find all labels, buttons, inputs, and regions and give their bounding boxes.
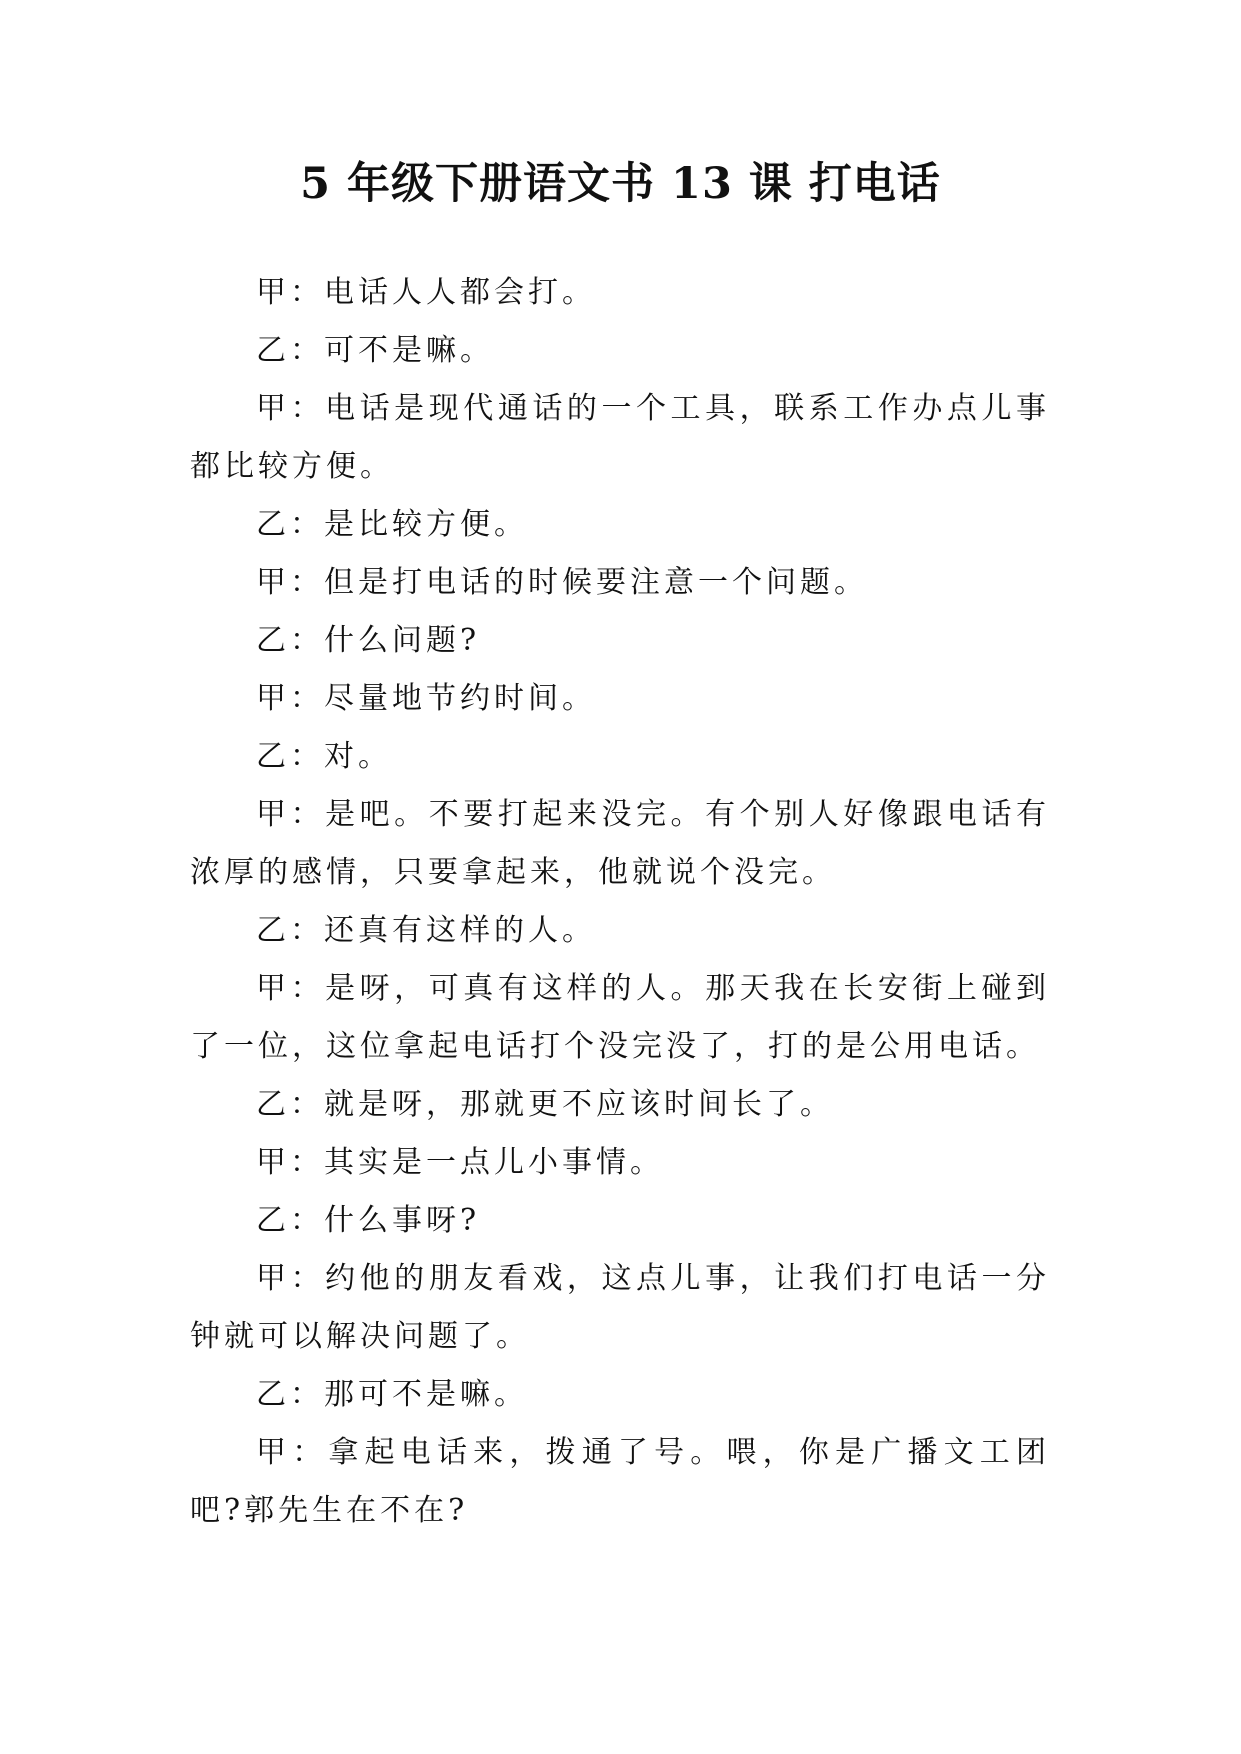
paragraph: 甲：其实是一点儿小事情。 xyxy=(256,1145,664,1180)
paragraph: 乙：可不是嘛。 xyxy=(256,333,494,368)
paragraph: 甲：电话人人都会打。 xyxy=(256,275,596,310)
paragraph: 甲：电话是现代通话的一个工具，联系工作办点儿事都比较方便。 xyxy=(190,391,1050,484)
paragraph: 乙：还真有这样的人。 xyxy=(256,913,596,948)
paragraph: 甲：尽量地节约时间。 xyxy=(256,681,596,716)
document-body xyxy=(190,264,1050,1540)
paragraph: 乙：是比较方便。 xyxy=(256,507,528,542)
paragraph: 甲：拿起电话来，拨通了号。喂，你是广播文工团吧?郭先生在不在? xyxy=(190,1435,1050,1528)
paragraph: 甲：是吧。不要打起来没完。有个别人好像跟电话有浓厚的感情，只要拿起来，他就说个没完。 xyxy=(190,797,1050,890)
paragraph: 甲：但是打电话的时候要注意一个问题。 xyxy=(256,565,868,600)
paragraph: 乙：就是呀，那就更不应该时间长了。 xyxy=(256,1087,834,1122)
paragraph: 乙：什么事呀? xyxy=(256,1203,481,1238)
paragraph: 乙：什么问题? xyxy=(256,623,481,658)
paragraph: 甲：约他的朋友看戏，这点儿事，让我们打电话一分钟就可以解决问题了。 xyxy=(190,1261,1050,1354)
paragraph: 甲：是呀，可真有这样的人。那天我在长安街上碰到了一位，这位拿起电话打个没完没了，打的是公用电话。 xyxy=(190,971,1050,1064)
paragraph: 乙：那可不是嘛。 xyxy=(256,1377,528,1412)
page-title: 5 年级下册语文书 13 课 打电话 xyxy=(300,159,941,209)
paragraph: 乙：对。 xyxy=(256,739,392,774)
